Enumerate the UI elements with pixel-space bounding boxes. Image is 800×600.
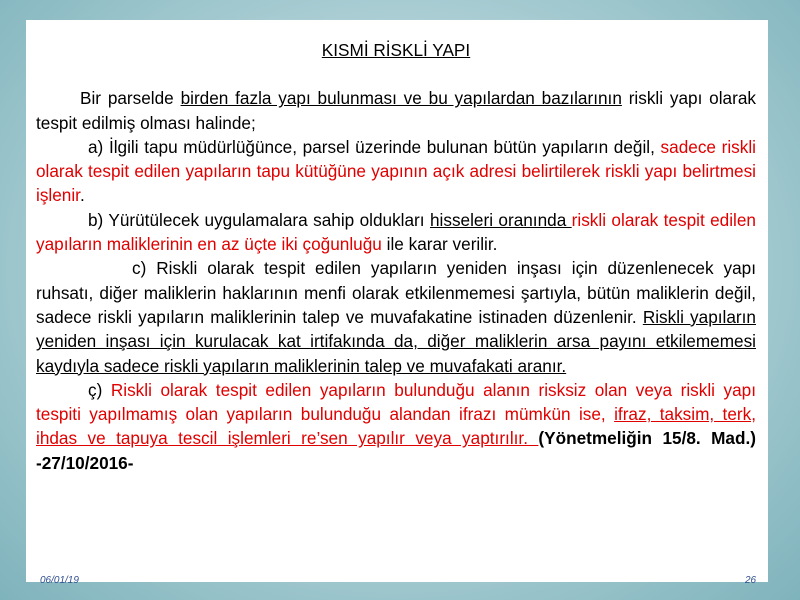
intro-text-underlined: birden fazla yapı bulunması ve bu yapılardan bazılarının: [180, 88, 622, 109]
item-a-text-red: sadece riskli olarak tespit edilen yapıların tapu kütüğüne yapının açık adresi belirtilerek riskli yapı belirtmesi işlenir: [36, 136, 756, 206]
intro-paragraph: [36, 86, 756, 135]
footer-date: 06/01/19: [40, 575, 79, 586]
item-cc-paragraph: [36, 378, 756, 475]
slide-title: KISMİ RİSKLİ YAPI: [321, 40, 471, 60]
intro-text-1: Bir parselde: [80, 88, 181, 109]
intro-text-2: riskli yapı olarak tespit edilmiş olması halinde;: [36, 88, 756, 133]
slide-content: [36, 38, 756, 475]
item-b-paragraph: [36, 208, 756, 257]
item-cc-reference: (Yönetmeliğin 15/8. Mad.) -27/10/2016-: [36, 428, 756, 473]
slide-panel: [26, 20, 768, 582]
item-b-text-2: ile karar verilir.: [381, 234, 498, 255]
footer-page-number: 26: [745, 575, 757, 586]
item-a-text-2: .: [79, 185, 85, 206]
item-a-text-1: a) İlgili tapu müdürlüğünce, parsel üzerinde bulunan bütün yapıların değil,: [88, 136, 661, 157]
item-cc-text-red: Riskli olarak tespit edilen yapıların bulunduğu alanın risksiz olan veya riskli yapı tespiti yapılmamış olan yapıların bulunduğu alandan ifrazı mümkün ise,: [36, 379, 757, 425]
item-b-text-underlined: hisseleri oranında: [429, 209, 572, 230]
item-cc-text-red-underlined: ifraz, taksim, terk, ihdas ve tapuya tescil işlemleri re’sen yapılır veya yaptırılır.: [36, 404, 756, 449]
item-cc-prefix: ç): [88, 379, 111, 400]
item-a-paragraph: [36, 135, 756, 208]
item-c-paragraph: [36, 256, 756, 377]
item-b-text-red: riskli olarak tespit edilen yapıların maliklerinin en az üçte iki çoğunluğu: [36, 209, 756, 255]
item-c-text-1: c) Riskli olarak tespit edilen yapıların yeniden inşası için düzenlenecek yapı ruhsatı, diğer maliklerin haklarının menfi olarak etkilenmemesi şartıyla, bütün maliklerin değil, sadece riskli yapıların maliklerinin talep ve muvafakatine istinaden düzenlenir.: [36, 258, 756, 327]
item-c-text-underlined: Riskli yapıların yeniden inşası için kurulacak kat irtifakında da, diğer maliklerin arsa payını etkilememesi kaydıyla sadece riskli yapıların maliklerinin talep ve muvafakati aranır.: [36, 306, 756, 376]
item-b-text-1: b) Yürütülecek uygulamalara sahip oldukları: [88, 209, 430, 230]
